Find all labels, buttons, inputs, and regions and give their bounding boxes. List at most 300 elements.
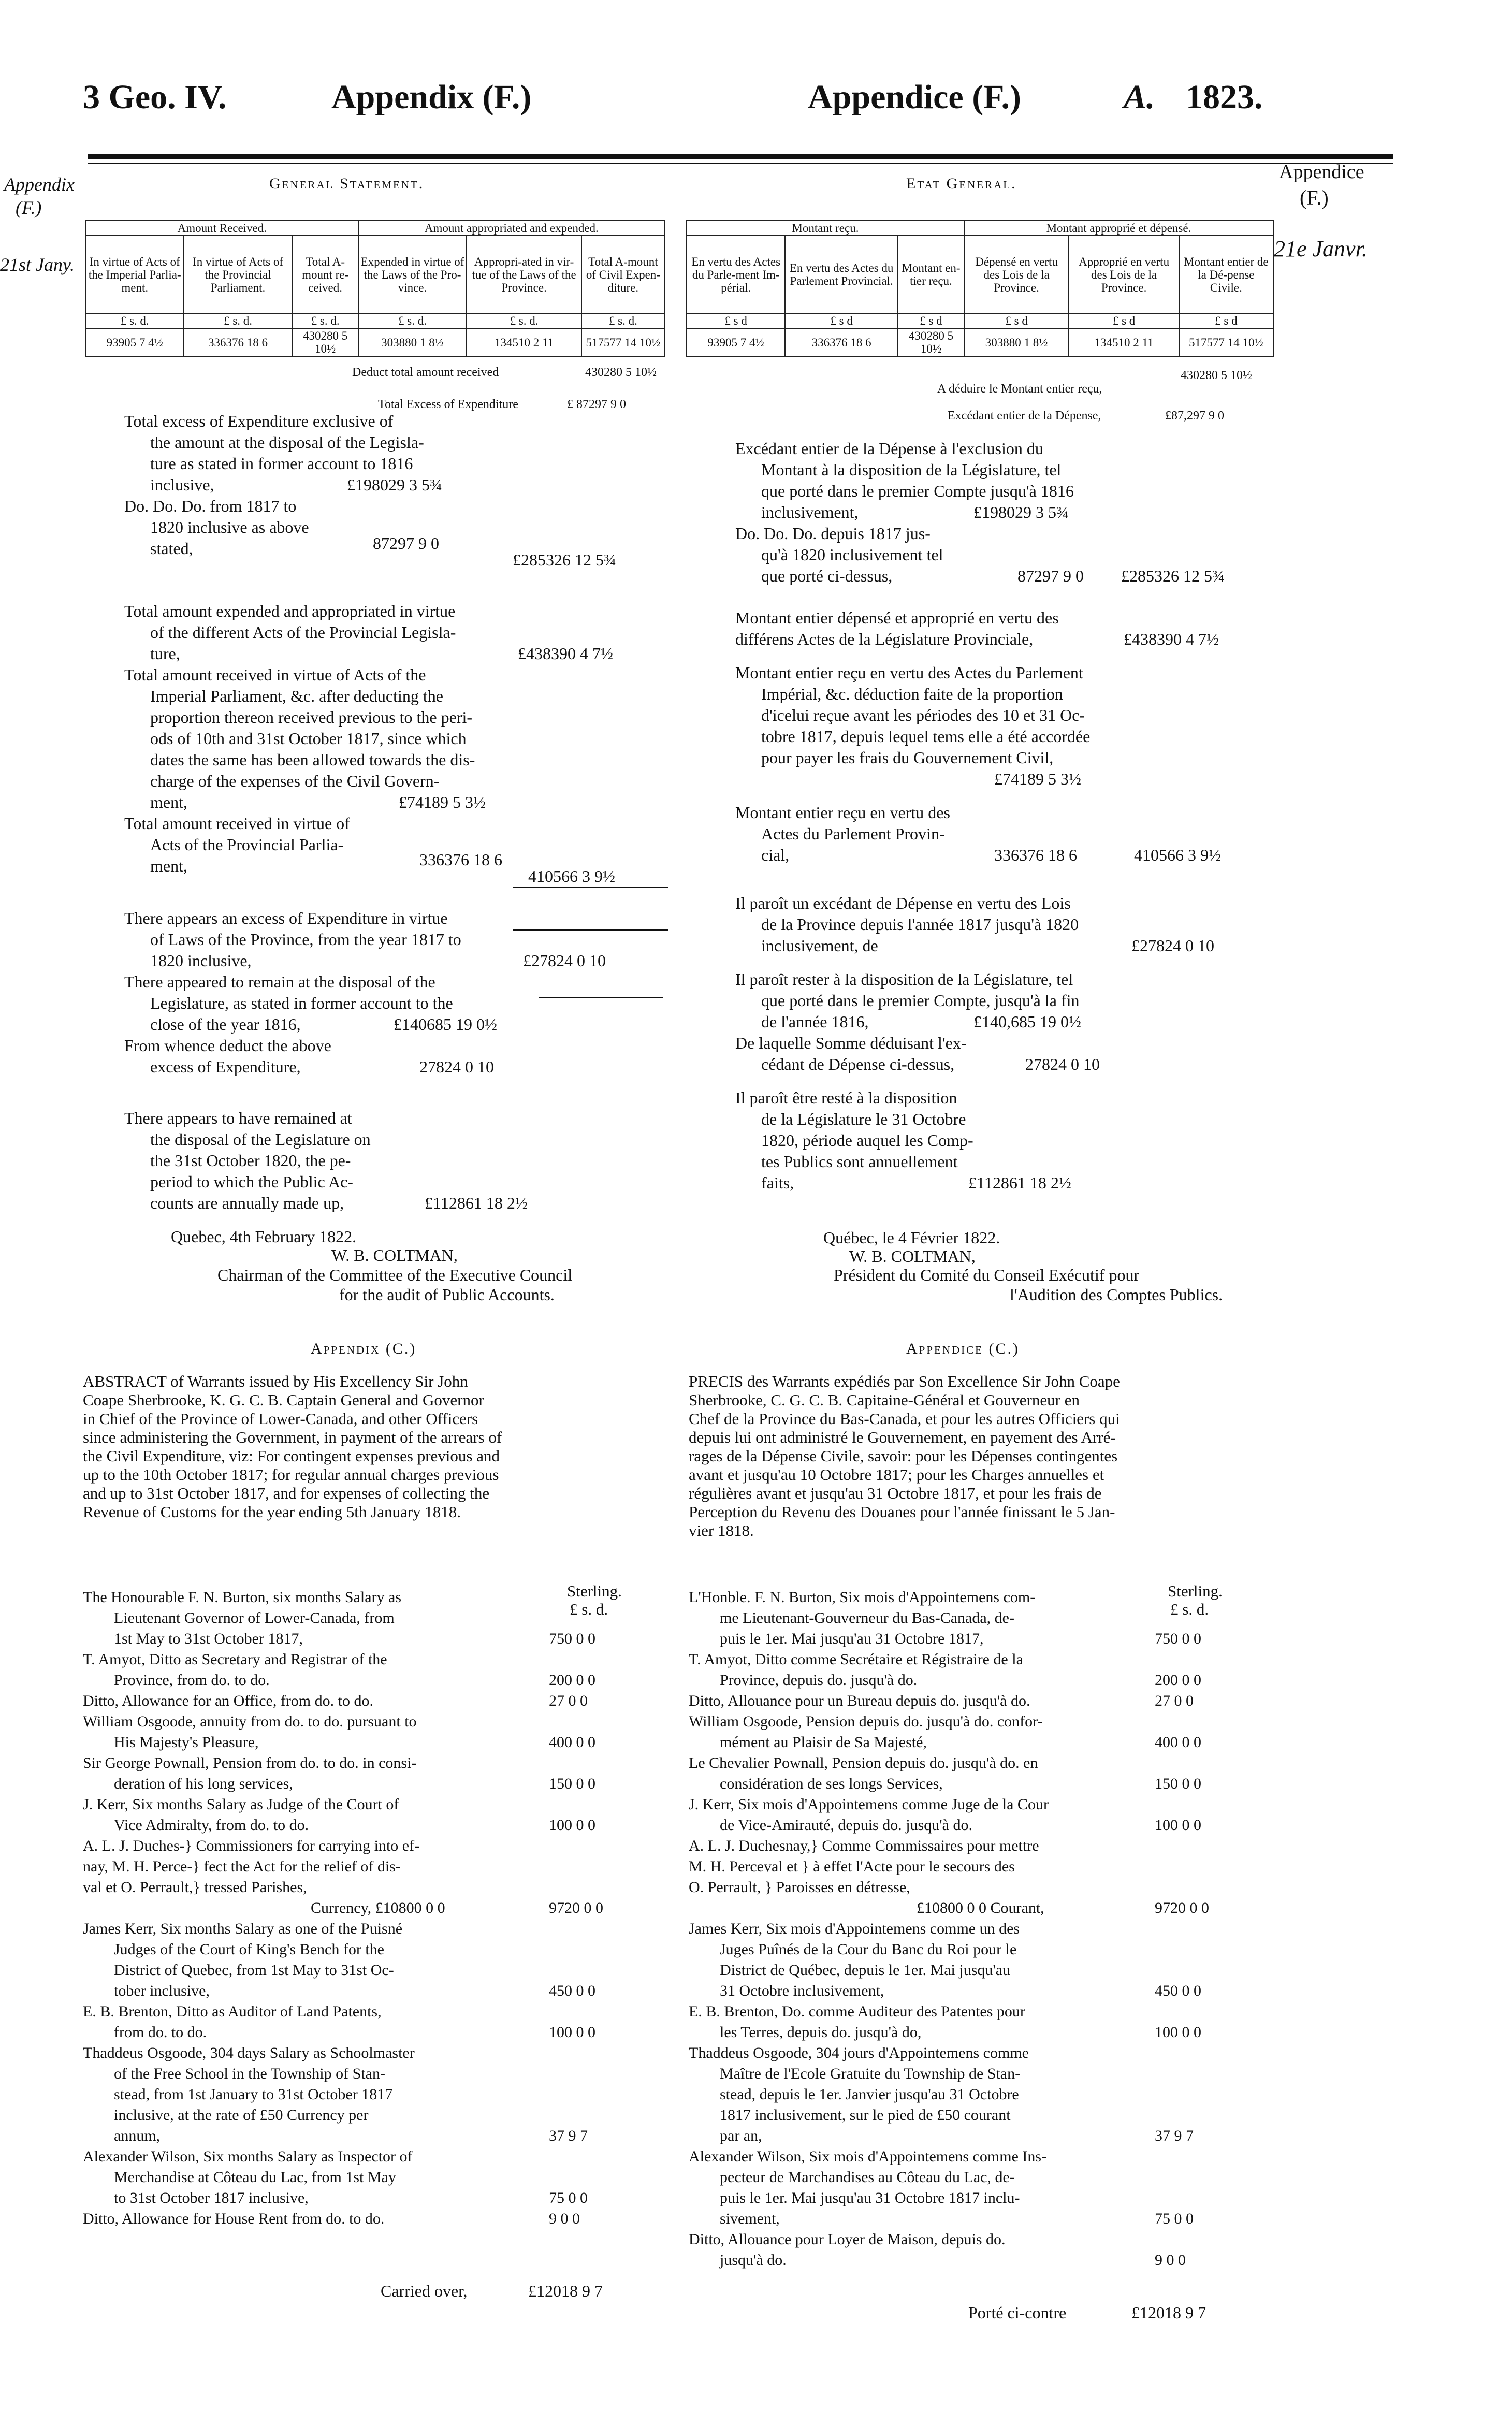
text-line: Legislature, as stated in former account to the — [150, 994, 453, 1012]
signer-role-fr-2: l'Audition des Comptes Publics. — [1010, 1285, 1223, 1304]
signer-role-en-1: Chairman of the Committee of the Executive Council — [217, 1266, 573, 1284]
amount: £140685 19 0½ — [394, 1015, 497, 1034]
warrant-line — [83, 1649, 663, 1669]
amount: £198029 3 5¾ — [973, 503, 1069, 521]
warrant-text: to 31st October 1817 inclusive, — [114, 2189, 309, 2206]
signer-en: W. B. COLTMAN, — [331, 1246, 458, 1265]
warrant-amount: 750 0 0 — [549, 1630, 595, 1647]
abstract-en — [83, 1372, 663, 1521]
header-rule-thick — [88, 154, 1393, 159]
abstract-line: and up to 31st October 1817, and for expenses of collecting the — [83, 1484, 490, 1502]
text-line: Il paroît rester à la disposition de la Législature, tel — [735, 970, 1073, 989]
warrant-line — [689, 2022, 1274, 2042]
warrant-line — [83, 2022, 663, 2042]
text-line: tobre 1817, depuis lequel tems elle a été accordée — [761, 727, 1091, 746]
warrants-list-fr — [689, 1587, 1274, 2270]
warrant-line — [689, 2084, 1274, 2104]
text-line: ture as stated in former account to 1816 — [150, 454, 413, 473]
warrant-text: from do. to do. — [114, 2024, 207, 2041]
text-line: tes Publics sont annuellement — [761, 1152, 958, 1171]
column-header: Appropri-ated in vir-tue of the Laws of the Province. — [467, 236, 581, 313]
text-line: 1820 inclusive, — [150, 951, 252, 970]
column-header: En vertu des Actes du Parlement Provincial. — [785, 236, 898, 313]
value-cell: 336376 18 6 — [183, 328, 292, 356]
warrant-text: T. Amyot, Ditto as Secretary and Registrar of the — [83, 1651, 387, 1668]
warrant-line — [689, 2063, 1274, 2084]
amount: 87297 9 0 — [1017, 567, 1084, 585]
warrant-text: tober inclusive, — [114, 1982, 210, 1999]
warrant-text: J. Kerr, Six months Salary as Judge of the Court of — [83, 1796, 399, 1813]
warrant-amount: 200 0 0 — [549, 1672, 595, 1689]
warrant-text: A. L. J. Duches-} Commissioners for carrying into ef- — [83, 1837, 420, 1854]
warrant-amount: 75 0 0 — [549, 2189, 588, 2206]
warrant-line — [83, 1856, 663, 1877]
excess-label-fr: Excédant entier de la Dépense, — [948, 409, 1101, 423]
carried-over-label: Carried over, — [381, 2282, 468, 2300]
text-line: There appears to have remained at — [124, 1109, 352, 1127]
text-line: Do. Do. Do. from 1817 to — [124, 497, 297, 515]
text-line: inclusive, — [150, 475, 214, 494]
warrant-line — [83, 1628, 663, 1649]
text-line: inclusivement, — [761, 503, 859, 521]
warrant-text: James Kerr, Six mois d'Appointemens comme un des — [689, 1920, 1020, 1937]
warrant-line — [83, 1959, 663, 1980]
margin-right-appendix: Appendice — [1279, 161, 1364, 183]
warrant-text: Maître de l'Ecole Gratuite du Township de Stan- — [720, 2065, 1021, 2082]
warrant-text: Alexander Wilson, Six mois d'Appointemens comme Ins- — [689, 2148, 1047, 2165]
statement-table-fr — [686, 220, 1274, 357]
text-line: Excédant entier de la Dépense à l'exclusion du — [735, 439, 1043, 458]
sum-rule — [539, 997, 663, 998]
margin-left-date: 21st Jany. — [0, 254, 75, 275]
porte-ci-contre-amount: £12018 9 7 — [1131, 2303, 1206, 2322]
warrant-text: 1817 inclusivement, sur le pied de £50 courant — [720, 2107, 1011, 2124]
warrant-text: A. L. J. Duchesnay,} Comme Commissaires pour mettre — [689, 1837, 1039, 1854]
warrant-amount: 9 0 0 — [1155, 2252, 1186, 2269]
value-cell: 517577 14 10½ — [1179, 328, 1273, 356]
warrant-text: considération de ses longs Services, — [720, 1775, 943, 1792]
warrant-line — [689, 1773, 1274, 1794]
text-line: ture, — [150, 644, 180, 663]
warrant-line — [83, 2084, 663, 2104]
text-line: counts are annually made up, — [150, 1194, 344, 1212]
text-line: There appeared to remain at the disposal of the — [124, 972, 435, 991]
unit-cell: £ s. d. — [183, 313, 292, 328]
text-line: cédant de Dépense ci-dessus, — [761, 1055, 955, 1073]
warrant-text: de Vice-Amirauté, depuis do. jusqu'à do. — [720, 1817, 972, 1834]
warrant-amount: 400 0 0 — [1155, 1734, 1201, 1751]
text-line: Il paroît un excédant de Dépense en vertu des Lois — [735, 894, 1071, 912]
warrant-text: L'Honble. F. N. Burton, Six mois d'Appointemens com- — [689, 1589, 1036, 1606]
excess-value-en: £ 87297 9 0 — [567, 398, 626, 411]
warrant-line — [83, 1980, 663, 2001]
warrant-amount: 450 0 0 — [549, 1982, 595, 1999]
warrant-line — [689, 1814, 1274, 1835]
abstract-line: in Chief of the Province of Lower-Canada, and other Officers — [83, 1410, 478, 1428]
statement-table-en — [85, 220, 665, 357]
warrant-line — [689, 1690, 1274, 1711]
warrant-line — [83, 2125, 663, 2146]
warrant-amount: 9720 0 0 — [1155, 1899, 1209, 1916]
warrant-line — [689, 2104, 1274, 2125]
page-header-session: 3 Geo. IV. — [83, 78, 227, 116]
warrant-amount: 100 0 0 — [549, 1817, 595, 1834]
warrant-text: District of Quebec, from 1st May to 31st Oc- — [114, 1962, 394, 1979]
value-cell: 430280 5 10½ — [293, 328, 358, 356]
margin-right-f: (F.) — [1300, 186, 1329, 209]
amount: 27824 0 10 — [419, 1057, 494, 1076]
unit-cell: £ s. d. — [293, 313, 358, 328]
warrant-amount: 75 0 0 — [1155, 2210, 1194, 2227]
amount: £74189 5 3½ — [399, 793, 486, 811]
abstract-line: rages de la Dépense Civile, savoir: pour les Dépenses contingentes — [689, 1447, 1118, 1465]
group-header: Amount appropriated and expended. — [358, 221, 665, 236]
text-line: Do. Do. Do. depuis 1817 jus- — [735, 524, 931, 543]
warrant-line — [83, 1732, 663, 1752]
warrant-line — [689, 2167, 1274, 2187]
text-line: period to which the Public Ac- — [150, 1172, 353, 1191]
value-cell: 93905 7 4½ — [86, 328, 183, 356]
excess-label-en: Total Excess of Expenditure — [378, 398, 518, 411]
warrant-line — [689, 1897, 1274, 1918]
warrant-text: jusqu'à do. — [720, 2252, 787, 2269]
warrant-line — [689, 1711, 1274, 1732]
deduct-label-fr: A déduire le Montant entier reçu, — [937, 382, 1102, 396]
header-rule-thin — [88, 163, 1393, 164]
warrant-amount: 150 0 0 — [549, 1775, 595, 1792]
abstract-line: Sherbrooke, C. G. C. B. Capitaine-Général et Gouverneur en — [689, 1391, 1080, 1409]
amount: £285326 12 5¾ — [513, 550, 616, 569]
warrant-text: E. B. Brenton, Ditto as Auditor of Land Patents, — [83, 2003, 382, 2020]
warrant-line — [83, 2167, 663, 2187]
porte-ci-contre-label: Porté ci-contre — [968, 2303, 1067, 2322]
amount: £27824 0 10 — [523, 951, 606, 970]
abstract-line: Perception du Revenu des Douanes pour l'année finissant le 5 Jan- — [689, 1503, 1115, 1521]
text-line: Impérial, &c. déduction faite de la proportion — [761, 685, 1063, 703]
warrant-line — [689, 1752, 1274, 1773]
warrant-text: Thaddeus Osgoode, 304 days Salary as Schoolmaster — [83, 2044, 415, 2061]
warrant-line — [689, 2001, 1274, 2022]
text-line: Montant entier dépensé et approprié en vertu des — [735, 608, 1059, 627]
warrant-text: Ditto, Allowance for House Rent from do. to do. — [83, 2210, 385, 2227]
warrant-text: Le Chevalier Pownall, Pension depuis do. jusqu'à do. en — [689, 1754, 1038, 1771]
text-line: faits, — [761, 1173, 794, 1192]
text-line: of the different Acts of the Provincial Legisla- — [150, 623, 456, 642]
amount: 87297 9 0 — [373, 534, 439, 553]
warrant-line — [83, 2063, 663, 2084]
text-line: Actes du Parlement Provin- — [761, 824, 945, 843]
warrant-text: par an, — [720, 2127, 762, 2144]
warrant-line — [689, 1856, 1274, 1877]
warrant-text: val et O. Perrault,} tressed Parishes, — [83, 1879, 307, 1896]
warrant-text: Alexander Wilson, Six months Salary as Inspector of — [83, 2148, 413, 2165]
warrant-amount: 150 0 0 — [1155, 1775, 1201, 1792]
warrant-amount: 9 0 0 — [549, 2210, 580, 2227]
warrant-line — [83, 1939, 663, 1959]
margin-left-appendix: Appendix — [4, 174, 75, 195]
appendix-c-title-en: Appendix (C.) — [311, 1340, 417, 1357]
unit-cell: £ s. d. — [467, 313, 581, 328]
warrant-text: Merchandise at Côteau du Lac, from 1st May — [114, 2169, 396, 2186]
unit-cell: £ s d — [1179, 313, 1273, 328]
column-header: Total A-mount re-ceived. — [293, 236, 358, 313]
text-line: De laquelle Somme déduisant l'ex- — [735, 1034, 967, 1052]
abstract-line: ABSTRACT of Warrants issued by His Excellency Sir John — [83, 1372, 468, 1390]
text-line: qu'à 1820 inclusivement tel — [761, 545, 943, 564]
warrant-text: Ditto, Allouance pour Loyer de Maison, depuis do. — [689, 2231, 1006, 2248]
warrant-line — [689, 1628, 1274, 1649]
unit-cell: £ s d — [898, 313, 964, 328]
value-cell: 303880 1 8½ — [964, 328, 1069, 356]
warrant-text: Thaddeus Osgoode, 304 jours d'Appointemens comme — [689, 2044, 1029, 2061]
summary-fr — [735, 438, 1279, 1194]
deduct-value-fr: 430280 5 10½ — [1181, 369, 1252, 382]
text-line: différens Actes de la Législature Provinciale, — [735, 630, 1034, 648]
text-line: d'icelui reçue avant les périodes des 10 et 31 Oc- — [761, 706, 1085, 724]
text-line: que porté dans le premier Compte jusqu'à 1816 — [761, 482, 1074, 500]
warrant-text: Juges Puînés de la Cour du Banc du Roi pour le — [720, 1941, 1017, 1958]
warrants-list-en — [83, 1587, 663, 2229]
value-cell: 430280 5 10½ — [898, 328, 964, 356]
text-line: inclusivement, de — [761, 936, 878, 955]
column-header: Approprié en vertu des Lois de la Province. — [1069, 236, 1179, 313]
warrant-line — [689, 2146, 1274, 2167]
text-line: close of the year 1816, — [150, 1015, 301, 1034]
statement-title-en: General Statement. — [269, 175, 425, 192]
value-cell: 134510 2 11 — [467, 328, 581, 356]
column-header: Expended in virtue of the Laws of the Pro-vince. — [358, 236, 467, 313]
abstract-line: depuis lui ont administré le Gouvernement, en payement des Arré- — [689, 1428, 1116, 1446]
warrant-text: les Terres, depuis do. jusqu'à do, — [720, 2024, 922, 2041]
unit-cell: £ s. d. — [358, 313, 467, 328]
value-cell: 303880 1 8½ — [358, 328, 467, 356]
warrant-line — [83, 1794, 663, 1814]
warrant-text: 1st May to 31st October 1817, — [114, 1630, 303, 1647]
warrant-line — [83, 1690, 663, 1711]
text-line: the 31st October 1820, the pe- — [150, 1151, 351, 1170]
warrant-text: annum, — [114, 2127, 161, 2144]
warrant-text: of the Free School in the Township of Stan- — [114, 2065, 385, 2082]
appendix-c-title-fr: Appendice (C.) — [906, 1340, 1020, 1357]
page-header-appendix-en: Appendix (F.) — [331, 78, 532, 116]
warrant-text: deration of his long services, — [114, 1775, 293, 1792]
text-line: the disposal of the Legislature on — [150, 1130, 371, 1149]
text-line: ment, — [150, 793, 187, 811]
warrant-text: James Kerr, Six months Salary as one of the Puisné — [83, 1920, 403, 1937]
sterling-header-en: Sterling. — [567, 1582, 622, 1600]
deduct-label-en: Deduct total amount received — [352, 366, 499, 379]
group-header: Montant approprié et dépensé. — [964, 221, 1273, 236]
summary-en — [124, 411, 658, 1214]
warrant-line — [689, 1835, 1274, 1856]
sum-rule — [513, 887, 668, 888]
text-line: Imperial Parliament, &c. after deducting the — [150, 687, 443, 705]
warrant-line — [83, 1607, 663, 1628]
deduct-value-en: 430280 5 10½ — [585, 366, 657, 379]
unit-cell: £ s. d. — [86, 313, 183, 328]
warrant-line — [689, 2042, 1274, 2063]
abstract-line: since administering the Government, in payment of the arrears of — [83, 1428, 502, 1446]
statement-title-fr: Etat General. — [906, 175, 1017, 192]
warrant-line — [689, 2187, 1274, 2208]
warrant-line — [689, 2208, 1274, 2229]
text-line: of Laws of the Province, from the year 1817 to — [150, 930, 461, 949]
warrant-line — [83, 2208, 663, 2229]
abstract-line: up to the 10th October 1817; for regular annual charges previous — [83, 1465, 499, 1484]
warrant-text: T. Amyot, Ditto comme Secrétaire et Régistraire de la — [689, 1651, 1023, 1668]
text-line: ods of 10th and 31st October 1817, since which — [150, 729, 467, 748]
warrant-line — [689, 1980, 1274, 2001]
lsd-header-fr: £ s. d. — [1170, 1600, 1209, 1618]
warrant-line — [83, 2146, 663, 2167]
warrant-text: The Honourable F. N. Burton, six months Salary as — [83, 1589, 402, 1606]
text-line: pour payer les frais du Gouvernement Civil, — [761, 748, 1054, 767]
page-header-a: A. — [1124, 78, 1155, 116]
warrant-text: puis le 1er. Mai jusqu'au 31 Octobre 1817, — [720, 1630, 984, 1647]
text-line: 1820 inclusive as above — [150, 518, 309, 536]
warrant-text: Sir George Pownall, Pension from do. to do. in consi- — [83, 1754, 417, 1771]
unit-cell: £ s. d. — [581, 313, 665, 328]
warrant-amount: 100 0 0 — [1155, 2024, 1201, 2041]
warrant-amount: 9720 0 0 — [549, 1899, 603, 1916]
warrant-text: J. Kerr, Six mois d'Appointemens comme Juge de la Cour — [689, 1796, 1049, 1813]
warrant-text: Province, depuis do. jusqu'à do. — [720, 1672, 918, 1689]
amount: 410566 3 9½ — [528, 867, 615, 885]
unit-cell: £ s d — [1069, 313, 1179, 328]
place-date-fr: Québec, le 4 Février 1822. — [823, 1228, 1000, 1247]
text-line: dates the same has been allowed towards the dis- — [150, 750, 475, 769]
warrant-text: E. B. Brenton, Do. comme Auditeur des Patentes pour — [689, 2003, 1025, 2020]
column-header: Total A-mount of Civil Expen-diture. — [581, 236, 665, 313]
abstract-line: PRECIS des Warrants expédiés par Son Excellence Sir John Coape — [689, 1372, 1120, 1390]
abstract-line: Coape Sherbrooke, K. G. C. B. Captain General and Governor — [83, 1391, 484, 1409]
text-line: que porté ci-dessus, — [761, 567, 893, 585]
warrant-amount: 200 0 0 — [1155, 1672, 1201, 1689]
text-line: de la Province depuis l'année 1817 jusqu'à 1820 — [761, 915, 1079, 934]
text-line: the amount at the disposal of the Legisla- — [150, 433, 424, 452]
warrant-text: nay, M. H. Perce-} fect the Act for the relief of dis- — [83, 1858, 401, 1875]
warrant-amount: 37 9 7 — [549, 2127, 588, 2144]
warrant-amount: 100 0 0 — [1155, 1817, 1201, 1834]
text-line: Total amount received in virtue of — [124, 814, 350, 833]
warrant-text: Vice Admiralty, from do. to do. — [114, 1817, 309, 1834]
place-date-en: Quebec, 4th February 1822. — [171, 1227, 357, 1246]
abstract-line: régulières avant et jusqu'au 31 Octobre 1817, et pour les frais de — [689, 1484, 1102, 1502]
warrant-text: His Majesty's Pleasure, — [114, 1734, 259, 1751]
unit-cell: £ s d — [687, 313, 785, 328]
warrant-line — [689, 1918, 1274, 1939]
warrant-line — [689, 1587, 1274, 1607]
column-header: Dépensé en vertu des Lois de la Province. — [964, 236, 1069, 313]
abstract-fr — [689, 1372, 1269, 1540]
warrant-text: Ditto, Allouance pour un Bureau depuis do. jusqu'à do. — [689, 1692, 1030, 1709]
warrant-amount: 400 0 0 — [549, 1734, 595, 1751]
text-line: Total amount expended and appropriated in virtue — [124, 602, 456, 620]
group-header: Amount Received. — [86, 221, 358, 236]
warrant-text: Ditto, Allowance for an Office, from do. to do. — [83, 1692, 373, 1709]
column-header: Montant en-tier reçu. — [898, 236, 964, 313]
amount: £285326 12 5¾ — [1121, 567, 1225, 585]
amount: £27824 0 10 — [1131, 936, 1214, 955]
text-line: proportion thereon received previous to the peri- — [150, 708, 472, 727]
text-line: de la Législature le 31 Octobre — [761, 1110, 966, 1128]
amount: £74189 5 3½ — [994, 769, 1081, 788]
abstract-line: the Civil Expenditure, viz: For contingent expenses previous and — [83, 1447, 500, 1465]
warrant-text: William Osgoode, annuity from do. to do. pursuant to — [83, 1713, 417, 1730]
text-line: ment, — [150, 856, 187, 875]
text-line: Montant entier reçu en vertu des Actes du Parlement — [735, 663, 1083, 682]
warrant-text: inclusive, at the rate of £50 Currency per — [114, 2107, 369, 2124]
warrant-line — [83, 2104, 663, 2125]
signer-fr: W. B. COLTMAN, — [849, 1247, 976, 1266]
warrant-text: 31 Octobre inclusivement, — [720, 1982, 884, 1999]
warrant-text: Lieutenant Governor of Lower-Canada, from — [114, 1609, 395, 1626]
amount: £438390 4 7½ — [518, 644, 613, 663]
amount: £112861 18 2½ — [425, 1194, 528, 1212]
carried-over-amount: £12018 9 7 — [528, 2282, 603, 2300]
text-line: There appears an excess of Expenditure in virtue — [124, 909, 448, 927]
warrant-line — [689, 1939, 1274, 1959]
text-line: Montant entier reçu en vertu des — [735, 803, 950, 822]
amount: £112861 18 2½ — [968, 1173, 1071, 1192]
warrant-line — [83, 1669, 663, 1690]
warrant-line — [83, 2042, 663, 2063]
warrant-line — [689, 1732, 1274, 1752]
warrant-line — [83, 1814, 663, 1835]
warrant-line — [83, 1711, 663, 1732]
amount: 27824 0 10 — [1025, 1055, 1100, 1073]
warrant-amount: 450 0 0 — [1155, 1982, 1201, 1999]
warrant-line — [83, 2187, 663, 2208]
warrant-text: M. H. Perceval et } à effet l'Acte pour le secours des — [689, 1858, 1015, 1875]
text-line: Montant à la disposition de la Législature, tel — [761, 460, 1062, 479]
column-header: Montant entier de la Dé-pense Civile. — [1179, 236, 1273, 313]
value-cell: 517577 14 10½ — [581, 328, 665, 356]
unit-cell: £ s d — [785, 313, 898, 328]
warrant-text: stead, depuis le 1er. Janvier jusqu'au 31 Octobre — [720, 2086, 1019, 2103]
text-line: charge of the expenses of the Civil Govern- — [150, 772, 440, 790]
warrant-amount: 750 0 0 — [1155, 1630, 1201, 1647]
signer-role-fr-1: Président du Comité du Conseil Exécutif pour — [834, 1266, 1140, 1284]
abstract-line: avant et jusqu'au 10 Octobre 1817; pour les Charges annuelles et — [689, 1465, 1104, 1484]
value-cell: 336376 18 6 — [785, 328, 898, 356]
warrant-line — [689, 2125, 1274, 2146]
warrant-line — [83, 1752, 663, 1773]
sum-rule — [513, 929, 668, 931]
text-line: de l'année 1816, — [761, 1012, 869, 1031]
warrant-line — [83, 1587, 663, 1607]
text-line: stated, — [150, 539, 193, 558]
column-header: En vertu des Actes du Parle-ment Im-périal. — [687, 236, 785, 313]
warrant-text: £10800 0 0 Courant, — [917, 1899, 1044, 1916]
signer-role-en-2: for the audit of Public Accounts. — [339, 1285, 555, 1304]
column-header: In virtue of Acts of the Imperial Parlia-ment. — [86, 236, 183, 313]
text-line: From whence deduct the above — [124, 1036, 331, 1055]
text-line: 1820, période auquel les Comp- — [761, 1131, 973, 1150]
warrant-amount: 27 0 0 — [1155, 1692, 1194, 1709]
warrant-line — [689, 1607, 1274, 1628]
text-line: Acts of the Provincial Parlia- — [150, 835, 344, 854]
warrant-text: puis le 1er. Mai jusqu'au 31 Octobre 1817 inclu- — [720, 2189, 1020, 2206]
page-header-appendix-fr: Appendice (F.) — [808, 78, 1021, 116]
text-line: que porté dans le premier Compte, jusqu'à la fin — [761, 991, 1080, 1010]
warrant-text: mément au Plaisir de Sa Majesté, — [720, 1734, 927, 1751]
warrant-text: Currency, £10800 0 0 — [311, 1899, 445, 1916]
warrant-text: pecteur de Marchandises au Côteau du Lac, de- — [720, 2169, 1015, 2186]
amount: 336376 18 6 — [419, 850, 502, 869]
warrant-line — [689, 1959, 1274, 1980]
warrant-line — [83, 1773, 663, 1794]
